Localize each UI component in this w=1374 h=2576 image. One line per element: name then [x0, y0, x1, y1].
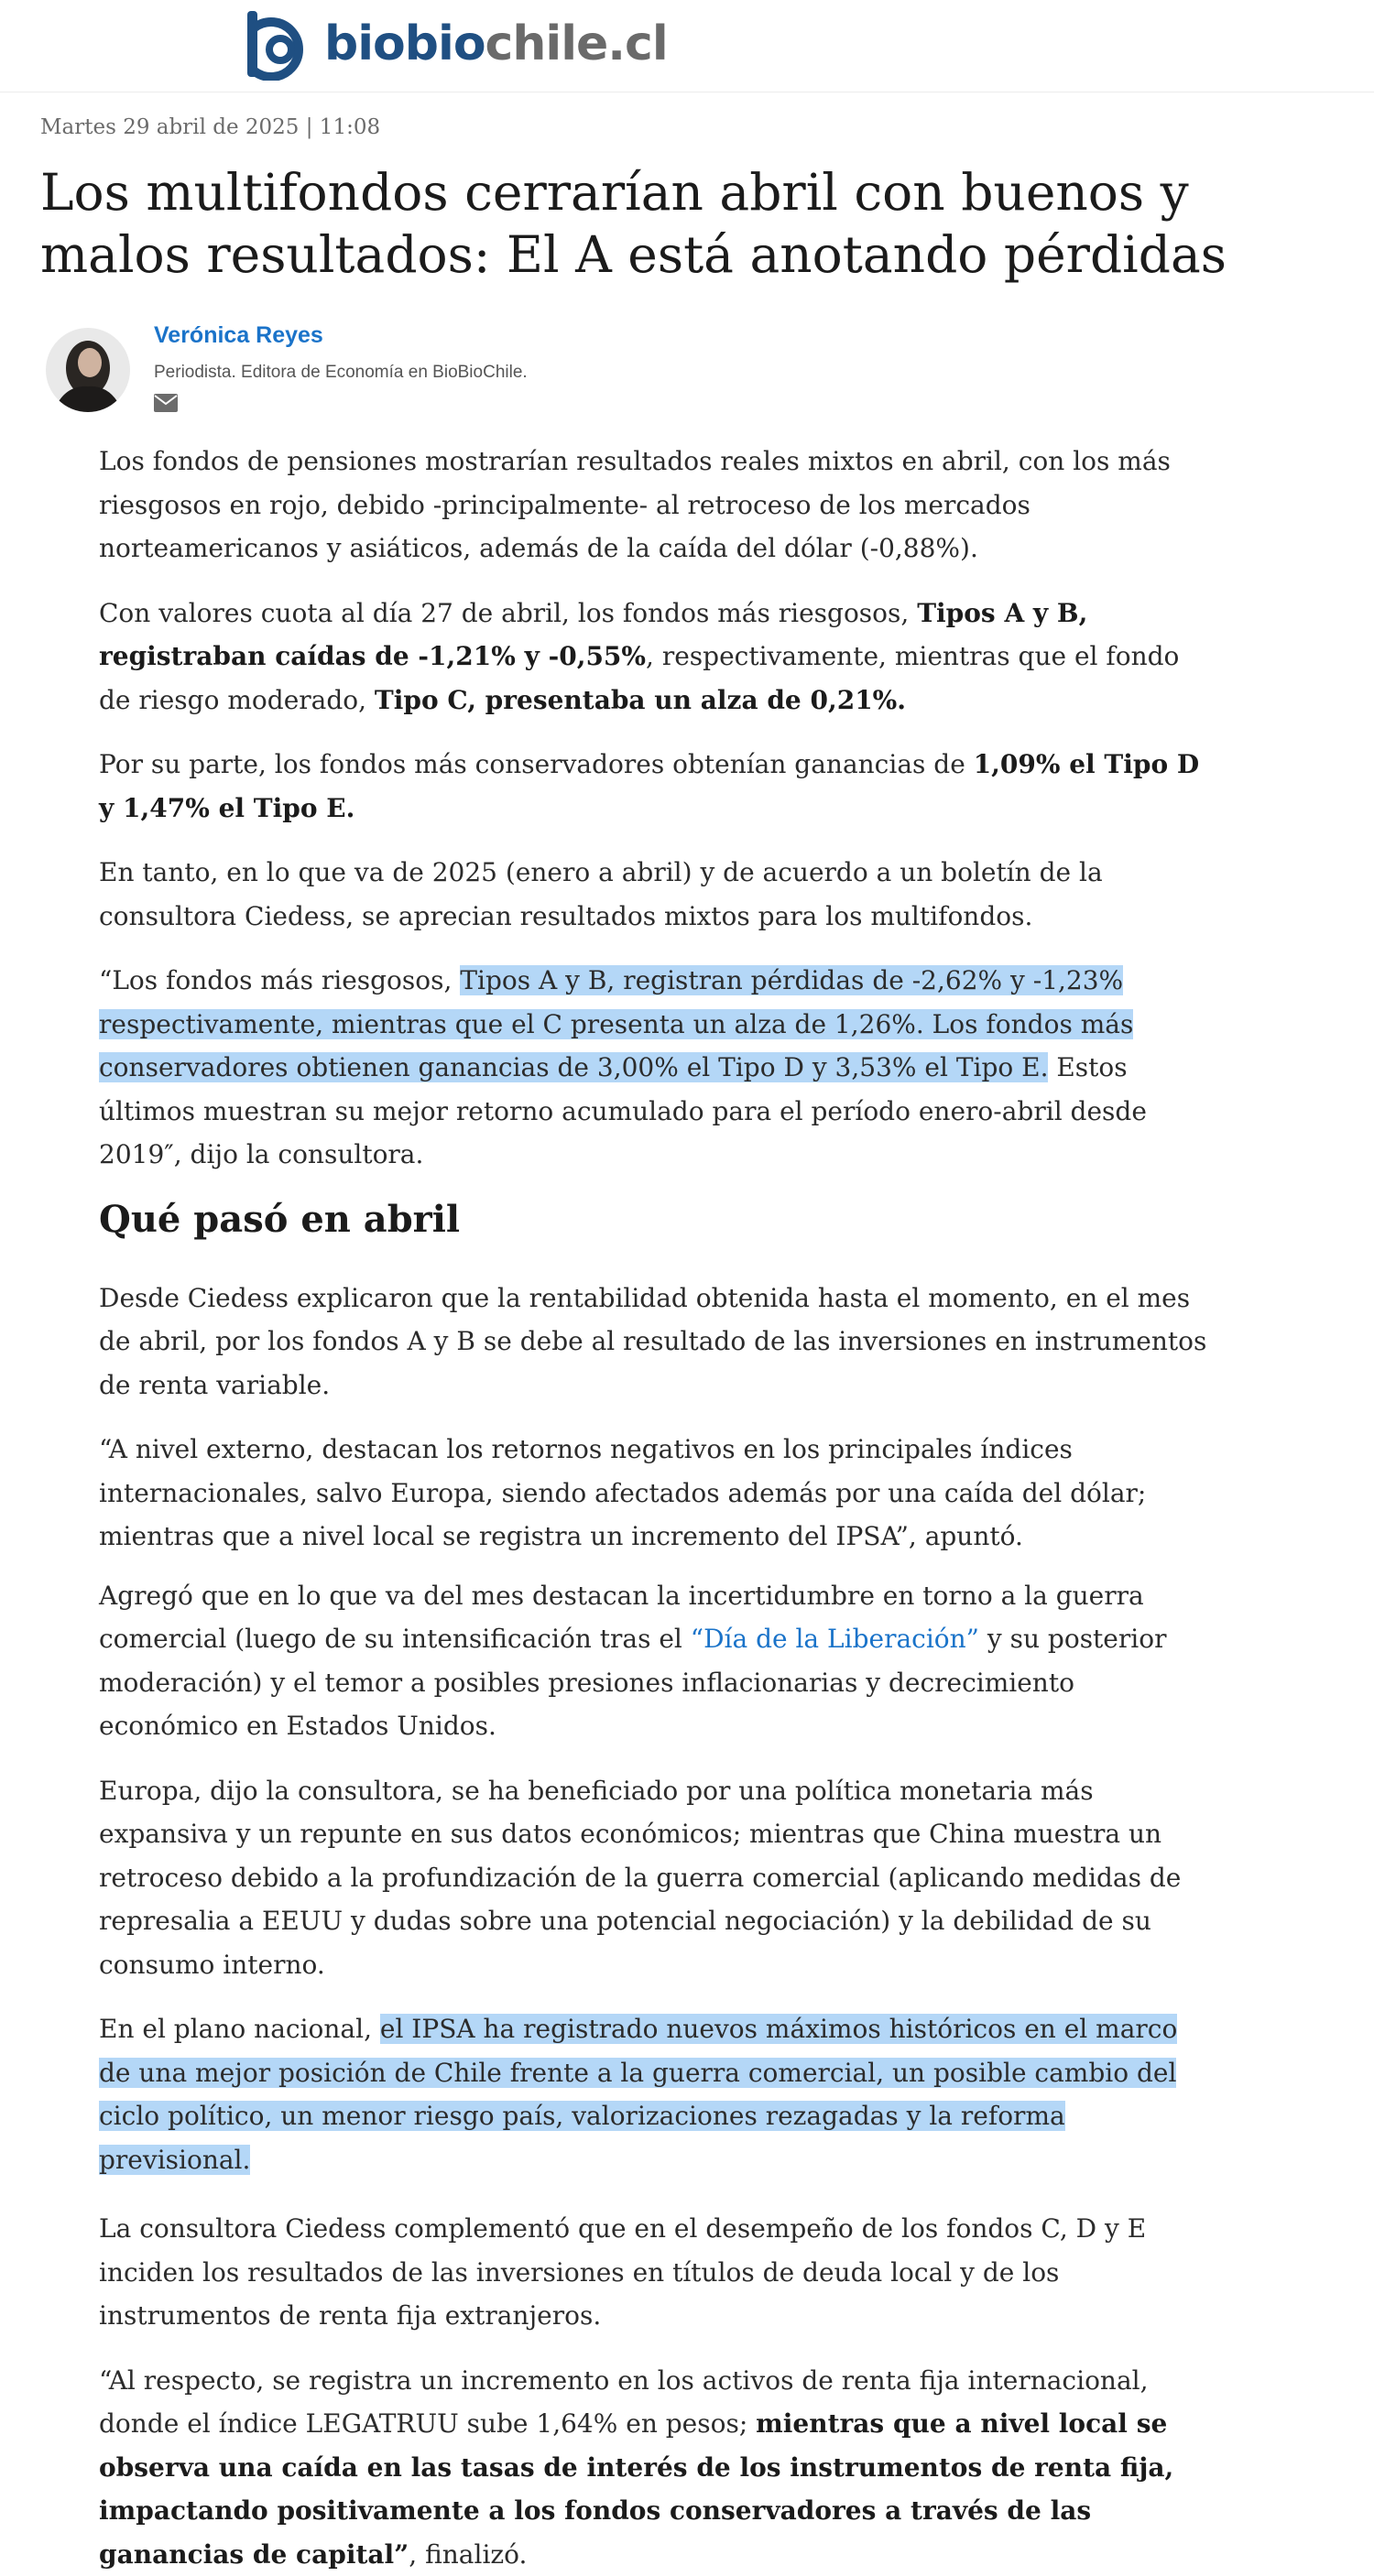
paragraph-5-text-2: Estos últimos muestran su mejor retorno acumulado para el período enero-abril desde 2019″, dijo la consultora.	[99, 1052, 1147, 1169]
envelope-icon[interactable]	[154, 394, 178, 416]
paragraph-1: Los fondos de pensiones mostrarían resultados reales mixtos en abril, con los más riesgosos en rojo, debido -principalmente- al retroceso de los mercados norteamericanos y asiáticos, además de la caída del dólar (-0,88%).	[99, 440, 1216, 571]
paragraph-8	[99, 1574, 1216, 1748]
paragraph-3	[99, 743, 1216, 830]
site-wordmark: biobiochile.cl	[324, 20, 668, 68]
paragraph-3-text: Por su parte, los fondos más conservadores obtenían ganancias de	[99, 749, 974, 779]
paragraph-8-text-2: y su posterior moderación) y el temor a posibles presiones inflacionarias y decrecimiento económico en Estados Unidos.	[99, 1624, 1166, 1741]
paragraph-2-bold-1: Tipos A y B, registraban caídas de -1,21% y -0,55%	[99, 598, 1087, 672]
paragraph-10-text: En el plano nacional,	[99, 2014, 380, 2044]
author-name-link[interactable]: Verónica Reyes	[154, 322, 323, 349]
selected-text-2: el IPSA ha registrado nuevos máximos históricos en el marco de una mejor posición de Chile frente a la guerra comercial, un posible cambio del ciclo político, un menor riesgo país, valorizaciones rezagadas y la reforma previsional.	[99, 2014, 1177, 2175]
article-date: Martes 29 abril de 2025 | 11:08	[40, 115, 380, 139]
paragraph-2-text: Con valores cuota al día 27 de abril, los fondos más riesgosos,	[99, 598, 917, 628]
paragraph-5	[99, 959, 1216, 1177]
site-logo[interactable]	[244, 7, 668, 81]
article-title: Los multifondos cerrarían abril con buenos y malos resultados: El A está anotando pérdidas	[40, 161, 1341, 286]
paragraph-8-text: Agregó que en lo que va del mes destacan la incertidumbre en torno a la guerra comercial (luego de su intensificación tras el	[99, 1581, 1144, 1655]
site-header	[0, 0, 1374, 92]
article-body	[99, 440, 1216, 2576]
paragraph-2	[99, 592, 1216, 723]
paragraph-10	[99, 2007, 1216, 2181]
liberation-day-link[interactable]: “Día de la Liberación”	[691, 1624, 979, 1654]
paragraph-5-text: “Los fondos más riesgosos,	[99, 965, 460, 995]
paragraph-11: La consultora Ciedess complementó que en el desempeño de los fondos C, D y E inciden los resultados de las inversiones en títulos de deuda local y de los instrumentos de renta fija extranjeros.	[99, 2207, 1216, 2338]
paragraph-12-text-2: , finalizó.	[409, 2539, 527, 2570]
section-heading: Qué pasó en abril	[99, 1197, 1216, 1243]
paragraph-12-bold: mientras que a nivel local se observa una caída en las tasas de interés de los instrumentos de renta fija, impactando positivamente a los fondos conservadores a través de las ganancias de capital”	[99, 2408, 1173, 2570]
paragraph-2-text-2: , respectivamente, mientras que el fondo de riesgo moderado,	[99, 641, 1179, 715]
paragraph-3-bold: 1,09% el Tipo D y 1,47% el Tipo E.	[99, 749, 1199, 823]
selected-text: Tipos A y B, registran pérdidas de -2,62% y -1,23% respectivamente, mientras que el C presenta un alza de 1,26%. Los fondos más conservadores obtienen ganancias de 3,00% el Tipo D y 3,53% el Tipo E.	[99, 965, 1133, 1082]
paragraph-7: “A nivel externo, destacan los retornos negativos en los principales índices internacionales, salvo Europa, siendo afectados además por una caída del dólar; mientras que a nivel local se registra un incremento del IPSA”, apuntó.	[99, 1428, 1216, 1559]
paragraph-2-bold-2: Tipo C, presentaba un alza de 0,21%.	[375, 685, 906, 715]
author-avatar[interactable]	[46, 328, 130, 412]
paragraph-6: Desde Ciedess explicaron que la rentabilidad obtenida hasta el momento, en el mes de abril, por los fondos A y B se debe al resultado de las inversiones en instrumentos de renta variable.	[99, 1277, 1216, 1408]
biobio-logo-icon	[244, 7, 315, 81]
author-role: Periodista. Editora de Economía en BioBioChile.	[154, 363, 528, 383]
paragraph-9: Europa, dijo la consultora, se ha beneficiado por una política monetaria más expansiva y un repunte en sus datos económicos; mientras que China muestra un retroceso debido a la profundización de la guerra comercial (aplicando medidas de represalia a EEUU y dudas sobre una potencial negociación) y la debilidad de su consumo interno.	[99, 1769, 1216, 1987]
paragraph-12	[99, 2359, 1216, 2576]
paragraph-4: En tanto, en lo que va de 2025 (enero a abril) y de acuerdo a un boletín de la consultora Ciedess, se aprecian resultados mixtos para los multifondos.	[99, 851, 1216, 938]
paragraph-12-text: “Al respecto, se registra un incremento en los activos de renta fija internacional, donde el índice LEGATRUU sube 1,64% en pesos;	[99, 2365, 1149, 2440]
